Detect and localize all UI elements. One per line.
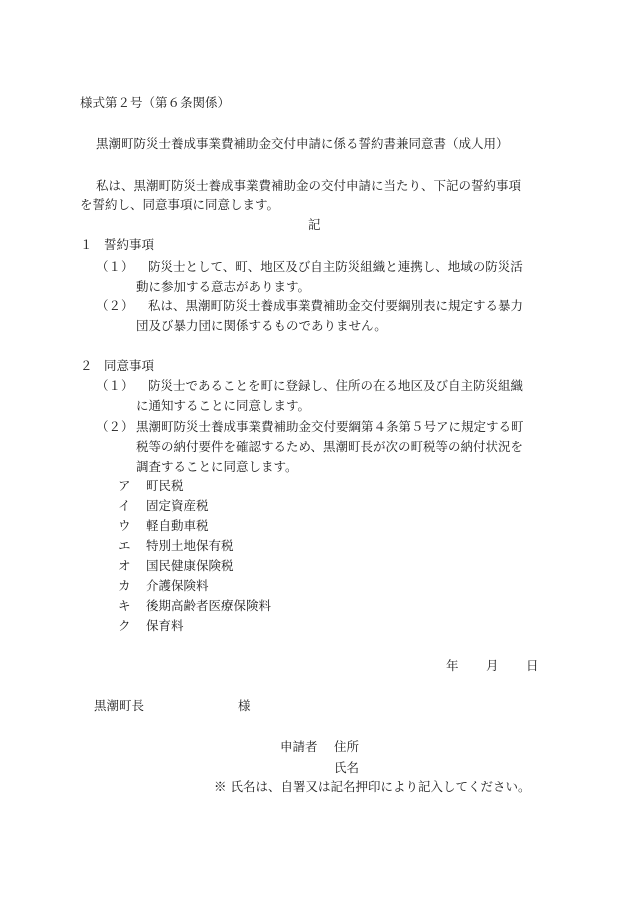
- section2-item1-line2: に通知することに同意します。: [136, 398, 311, 413]
- section1-item2-line2: 団及び暴力団に関係するものでありません。: [136, 318, 387, 333]
- section1-number: １: [80, 237, 93, 252]
- section2-item2-line3: 調査することに同意します。: [136, 459, 298, 474]
- section1-item2-marker: （２）: [96, 298, 134, 313]
- date-day: 日: [526, 658, 539, 673]
- form-number: 様式第２号（第６条関係）: [80, 95, 231, 110]
- section2-item1-line1: 防災士であることを町に登録し、住所の在る地区及び自主防災組織: [148, 378, 524, 393]
- applicant-label: 申請者: [280, 739, 318, 754]
- section2-item2-line1: 黒潮町防災士養成事業費補助金交付要綱第４条第５号アに規定する町: [136, 419, 524, 434]
- tax-item-kana: ク: [118, 618, 131, 633]
- date-month: 月: [486, 658, 499, 673]
- ki-label: 記: [308, 217, 321, 232]
- tax-item-label: 軽自動車税: [146, 518, 209, 533]
- addressee-name: 黒潮町長: [94, 698, 145, 713]
- document-title: 黒潮町防災士養成事業費補助金交付申請に係る誓約書兼同意書（成人用）: [96, 136, 509, 151]
- tax-item-kana: オ: [118, 558, 131, 573]
- addressee-honorific: 様: [238, 698, 251, 713]
- section1-heading: 誓約事項: [104, 237, 155, 252]
- applicant-name-label: 氏名: [334, 760, 360, 775]
- tax-item-label: 保育料: [146, 618, 184, 633]
- tax-item-kana: エ: [118, 538, 131, 553]
- tax-item-label: 特別土地保有税: [146, 538, 234, 553]
- section2-item2-line2: 税等の納付要件を確認するため、黒潮町長が次の町税等の納付状況を: [136, 439, 524, 454]
- tax-item-kana: キ: [118, 598, 131, 613]
- section1-item1-marker: （１）: [96, 259, 134, 274]
- tax-item-label: 後期高齢者医療保険料: [146, 598, 272, 613]
- tax-item-label: 国民健康保険税: [146, 558, 234, 573]
- tax-item-label: 町民税: [146, 478, 184, 493]
- tax-item-kana: カ: [118, 578, 131, 593]
- tax-item-kana: ア: [118, 478, 131, 493]
- section2-item1-marker: （１）: [96, 378, 134, 393]
- section2-item2-marker: （２）: [96, 419, 134, 434]
- tax-item-label: 固定資産税: [146, 498, 209, 513]
- date-year: 年: [446, 658, 459, 673]
- intro-line-1: 私は、黒潮町防災士養成事業費補助金の交付申請に当たり、下記の誓約事項: [96, 178, 522, 193]
- tax-item-kana: ウ: [118, 518, 131, 533]
- intro-line-2: を誓約し、同意事項に同意します。: [80, 197, 280, 212]
- tax-item-label: 介護保険料: [146, 578, 209, 593]
- section1-item2-line1: 私は、黒潮町防災士養成事業費補助金交付要綱別表に規定する暴力: [148, 298, 524, 313]
- section2-heading: 同意事項: [104, 358, 155, 373]
- signature-note: ※ 氏名は、自署又は記名押印により記入してください。: [214, 779, 531, 794]
- section2-number: ２: [80, 358, 93, 373]
- applicant-address-label: 住所: [334, 739, 360, 754]
- section1-item1-line2: 動に参加する意志があります。: [136, 279, 311, 294]
- tax-item-kana: イ: [118, 498, 131, 513]
- section1-item1-line1: 防災士として、町、地区及び自主防災組織と連携し、地域の防災活: [148, 259, 523, 274]
